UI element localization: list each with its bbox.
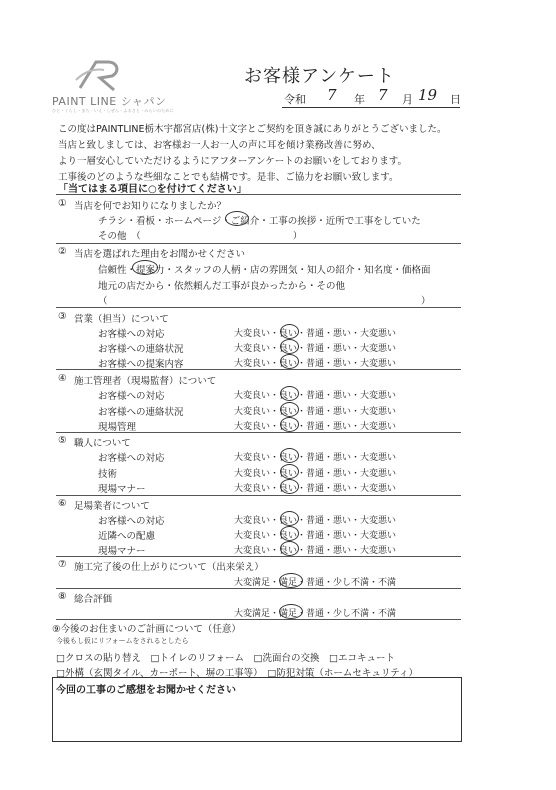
rating-scale[interactable]: 大変良い・良い・普通・悪い・大変悪い: [234, 329, 397, 339]
comment-label: 今回の工事のご感想をお聞かせください: [56, 685, 236, 696]
selection-circle: [280, 511, 299, 526]
q3-item: お客様への提案内容: [98, 359, 184, 370]
intro-line: 当店と致しましては、お客様お一人お一人の声に耳を傾け業務改善に努め、: [58, 140, 381, 151]
q5-number: ⑤: [58, 435, 67, 446]
q6-item: お客様への対応: [98, 516, 165, 527]
selection-circle: [280, 526, 299, 541]
divider: [56, 369, 461, 370]
q3-item: お客様への連絡状況: [98, 344, 184, 355]
q6-item: 現場マナー: [98, 546, 146, 557]
selection-circle: [280, 417, 299, 432]
date-era: 令和: [284, 93, 306, 106]
divider: [56, 588, 461, 589]
q4-number: ④: [58, 373, 67, 384]
rating-scale[interactable]: 大変良い・良い・普通・悪い・大変悪い: [234, 407, 397, 417]
q2-options-row2[interactable]: 地元の店だから・依然頼んだ工事が良かったから・その他: [98, 281, 346, 292]
q3-item: お客様への対応: [98, 329, 165, 340]
q5-item: 技術: [98, 469, 118, 480]
q3-number: ③: [58, 311, 67, 322]
instruction-heading: 「当てはまる項目に○を付けてください」: [58, 184, 247, 195]
selection-circle: [280, 386, 299, 401]
divider: [56, 194, 461, 195]
q8-number: ⑧: [58, 591, 67, 602]
selection-circle: [280, 339, 299, 354]
date-line: [282, 86, 461, 108]
date-day: 19: [418, 86, 438, 104]
q7-title: 施工完了後の仕上がりについて（出来栄え）: [74, 562, 264, 573]
rating-scale[interactable]: 大変良い・良い・普通・悪い・大変悪い: [234, 531, 397, 541]
date-month: 7: [378, 86, 388, 104]
q1-question: 当店を何でお知りになりましたか？: [74, 201, 227, 212]
rating-scale[interactable]: 大変良い・良い・普通・悪い・大変悪い: [234, 453, 397, 463]
rating-scale[interactable]: 大変良い・良い・普通・悪い・大変悪い: [234, 469, 397, 479]
q6-item: 近隣への配慮: [98, 531, 156, 542]
q2-other-field[interactable]: （ ）: [98, 296, 431, 307]
divider: [56, 556, 461, 557]
logo-text: PAINT LINE シャパン: [52, 95, 167, 108]
date-month-label: 月: [402, 93, 413, 106]
q2-number: ②: [58, 246, 67, 257]
divider: [56, 432, 461, 433]
q5-item: お客様への対応: [98, 453, 165, 464]
q9-title: [52, 621, 241, 635]
selection-circle: [280, 479, 299, 494]
q6-number: ⑥: [58, 498, 67, 509]
q1-options[interactable]: チラシ・看板・ホームページ・ご紹介・工事の挨拶・近所で工事をしていた: [98, 216, 421, 227]
q6-title: 足場業者について: [74, 501, 150, 512]
q4-item: 現場管理: [98, 422, 137, 433]
q1-other[interactable]: その他 （ ）: [98, 231, 303, 242]
q4-title: 施工管理者（現場監督）について: [74, 376, 217, 387]
rating-scale[interactable]: 大変良い・良い・普通・悪い・大変悪い: [234, 516, 397, 526]
intro-line: この度はPAINTLINE栃木宇都宮店(株)十文字とご契約を頂き誠にありがとうございました。: [58, 124, 447, 135]
satisfaction-scale[interactable]: 大変満足・満足・普通・少し不満・不満: [234, 609, 397, 619]
rating-scale[interactable]: 大変良い・良い・普通・悪い・大変悪い: [234, 422, 397, 432]
q7-number: ⑦: [58, 559, 67, 570]
selection-circle: [280, 464, 299, 479]
logo-mark-icon: [74, 58, 134, 92]
selection-circle: [280, 324, 299, 339]
rating-scale[interactable]: 大変良い・良い・普通・悪い・大変悪い: [234, 344, 397, 354]
logo-tagline: ひと・くらし・まち・いえ・しぜん・ふるさと・みらいのために: [52, 108, 174, 113]
q3-title: 営業（担当）について: [74, 314, 169, 325]
rating-scale[interactable]: 大変良い・良い・普通・悪い・大変悪い: [234, 546, 397, 556]
company-logo: [52, 58, 174, 118]
selection-circle: [225, 211, 249, 226]
rating-scale[interactable]: 大変良い・良い・普通・悪い・大変悪い: [234, 359, 397, 369]
q2-question: 当店を選ばれた理由をお聞かせください: [74, 249, 246, 260]
date-year: 7: [327, 86, 337, 104]
selection-circle: [279, 573, 303, 588]
satisfaction-scale[interactable]: 大変満足・満足・普通・少し不満・不満: [234, 578, 397, 588]
divider: [56, 495, 461, 496]
divider: [56, 619, 461, 620]
intro-line: より一層安心していただけるようにアフターアンケートのお願いをしております。: [58, 156, 408, 167]
rating-scale[interactable]: 大変良い・良い・普通・悪い・大変悪い: [234, 391, 397, 401]
divider: [56, 243, 461, 244]
q4-item: お客様への対応: [98, 391, 165, 402]
q5-title: 職人について: [74, 438, 131, 449]
q1-number: ①: [58, 198, 67, 209]
q9-number: ⑨: [52, 624, 61, 635]
page-title: お客様アンケート: [244, 66, 395, 87]
selection-circle: [280, 402, 299, 417]
q4-item: お客様への連絡状況: [98, 407, 184, 418]
q9-options-row1[interactable]: □クロスの貼り替え □トイレのリフォーム □洗面台の交換 □エコキュート: [56, 653, 395, 664]
rating-scale[interactable]: 大変良い・良い・普通・悪い・大変悪い: [234, 484, 397, 494]
divider: [56, 307, 461, 308]
selection-circle: [279, 604, 303, 619]
q5-item: 現場マナー: [98, 484, 146, 495]
comment-box[interactable]: [52, 677, 462, 742]
q8-title: 総合評価: [74, 594, 113, 605]
q2-options-row1[interactable]: 信頼性・提案力・スタッフの人柄・店の雰囲気・知人の紹介・知名度・価格面: [98, 265, 431, 276]
intro-text: [58, 122, 446, 186]
selection-circle: [132, 260, 158, 275]
date-year-label: 年: [354, 93, 365, 106]
selection-circle: [280, 541, 299, 556]
selection-circle: [280, 448, 299, 463]
date-day-label: 日: [450, 93, 461, 106]
selection-circle: [280, 354, 299, 369]
q9-subtitle: 今後もし仮にリフォームをされるとしたら: [56, 637, 189, 645]
q9-title-text: 今後のお住まいのご計画について（任意）: [60, 624, 241, 635]
intro-line: 工事後のどのような些細なことでも結構です。是非、ご協力をお願い致します。: [58, 172, 399, 183]
q9-options-row2[interactable]: □外構（玄関タイル、カーポート、塀の工事等） □防犯対策（ホームセキュリティ）: [56, 668, 418, 679]
